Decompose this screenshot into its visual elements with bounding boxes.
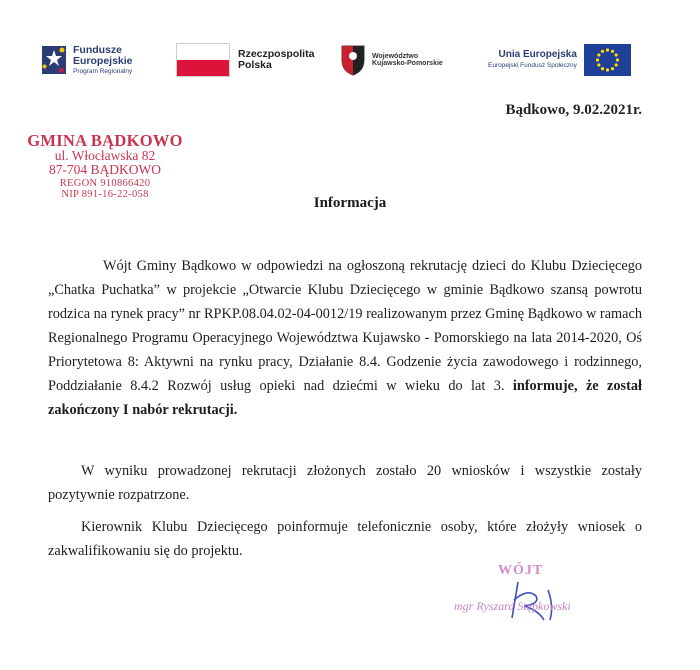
fundusze-line3: Program Regionalny xyxy=(73,67,133,75)
paragraph-1-text: Wójt Gminy Bądkowo w odpowiedzi na ogłoszoną rekrutację dzieci do Klubu Dziecięcego „Chatka Puchatka” w projekcie „Otwarcie Klubu Dziecięcego w gminie Bądkowo szansą powrotu rodzica na rynek pracy” nr RPKP.08.04.02-04-0012/19 realizowanym przez Gminę Bądkowo w ramach Regionalnego Programu Operacyjnego Województwa Kujawsko - Pomorskiego na lata 2014-2020, Oś Priorytetowa 8: Aktywni na rynku pracy, Działanie 8.4. Godzenie życia zawodowego i rodzinnego, Poddziałanie 8.4.2 Rozwój usług opieki nad dziećmi w wieku do lat 3. xyxy=(48,258,642,394)
wojewodztwo-line2: Kujawsko-Pomorskie xyxy=(372,60,443,67)
paragraph-1 xyxy=(48,254,642,422)
stamp-street: ul. Włocławska 82 xyxy=(54,148,156,164)
paragraph-3: Kierownik Klubu Dziecięcego poinformuje telefonicznie osoby, które złożyły wniosek o zakwalifikowaniu się do projektu. xyxy=(48,519,642,559)
fundusze-europejskie-logo xyxy=(40,35,133,85)
document-title: Informacja xyxy=(313,195,387,211)
wojewodztwo-line1: Województwo xyxy=(372,52,419,60)
unia-line1: Unia Europejska xyxy=(498,48,577,60)
fundusze-line2: Europejskie xyxy=(73,54,133,67)
poland-flag-icon xyxy=(176,43,230,77)
signature-block xyxy=(440,560,640,630)
stamp-name: GMINA BĄDKOWO xyxy=(27,131,183,150)
unia-line2: Europejski Fundusz Społeczny xyxy=(488,62,577,70)
document-date: Bądkowo, 9.02.2021r. xyxy=(505,102,642,118)
paragraph-2: W wyniku prowadzonej rekrutacji złożonych zostało 20 wniosków i wszystkie zostały pozytywnie rozpatrzone. xyxy=(48,463,642,503)
stamp-nip: NIP 891-16-22-058 xyxy=(61,188,149,200)
rzeczpospolita-line1: Rzeczpospolita xyxy=(238,47,315,60)
stamp-postal: 87-704 BĄDKOWO xyxy=(48,162,162,178)
eu-flag-icon xyxy=(584,44,631,76)
municipality-stamp xyxy=(20,132,190,200)
signature-name: mgr Ryszard Stępkowski xyxy=(454,599,571,613)
unia-europejska-logo xyxy=(488,35,631,85)
signature-title: WÓJT xyxy=(498,563,544,578)
stamp-regon: REGON 910866420 xyxy=(59,177,151,189)
rzeczpospolita-logo xyxy=(176,35,314,85)
coat-of-arms-icon xyxy=(340,44,366,76)
wojewodztwo-logo xyxy=(340,35,443,85)
fundusze-line1: Fundusze xyxy=(73,43,122,56)
logo-strip xyxy=(40,35,640,85)
rzeczpospolita-line2: Polska xyxy=(238,59,272,71)
fundusze-star-icon xyxy=(40,42,68,78)
paragraph-1-bold: informuje, że został zakończony I nabór rekrutacji. xyxy=(48,378,642,418)
